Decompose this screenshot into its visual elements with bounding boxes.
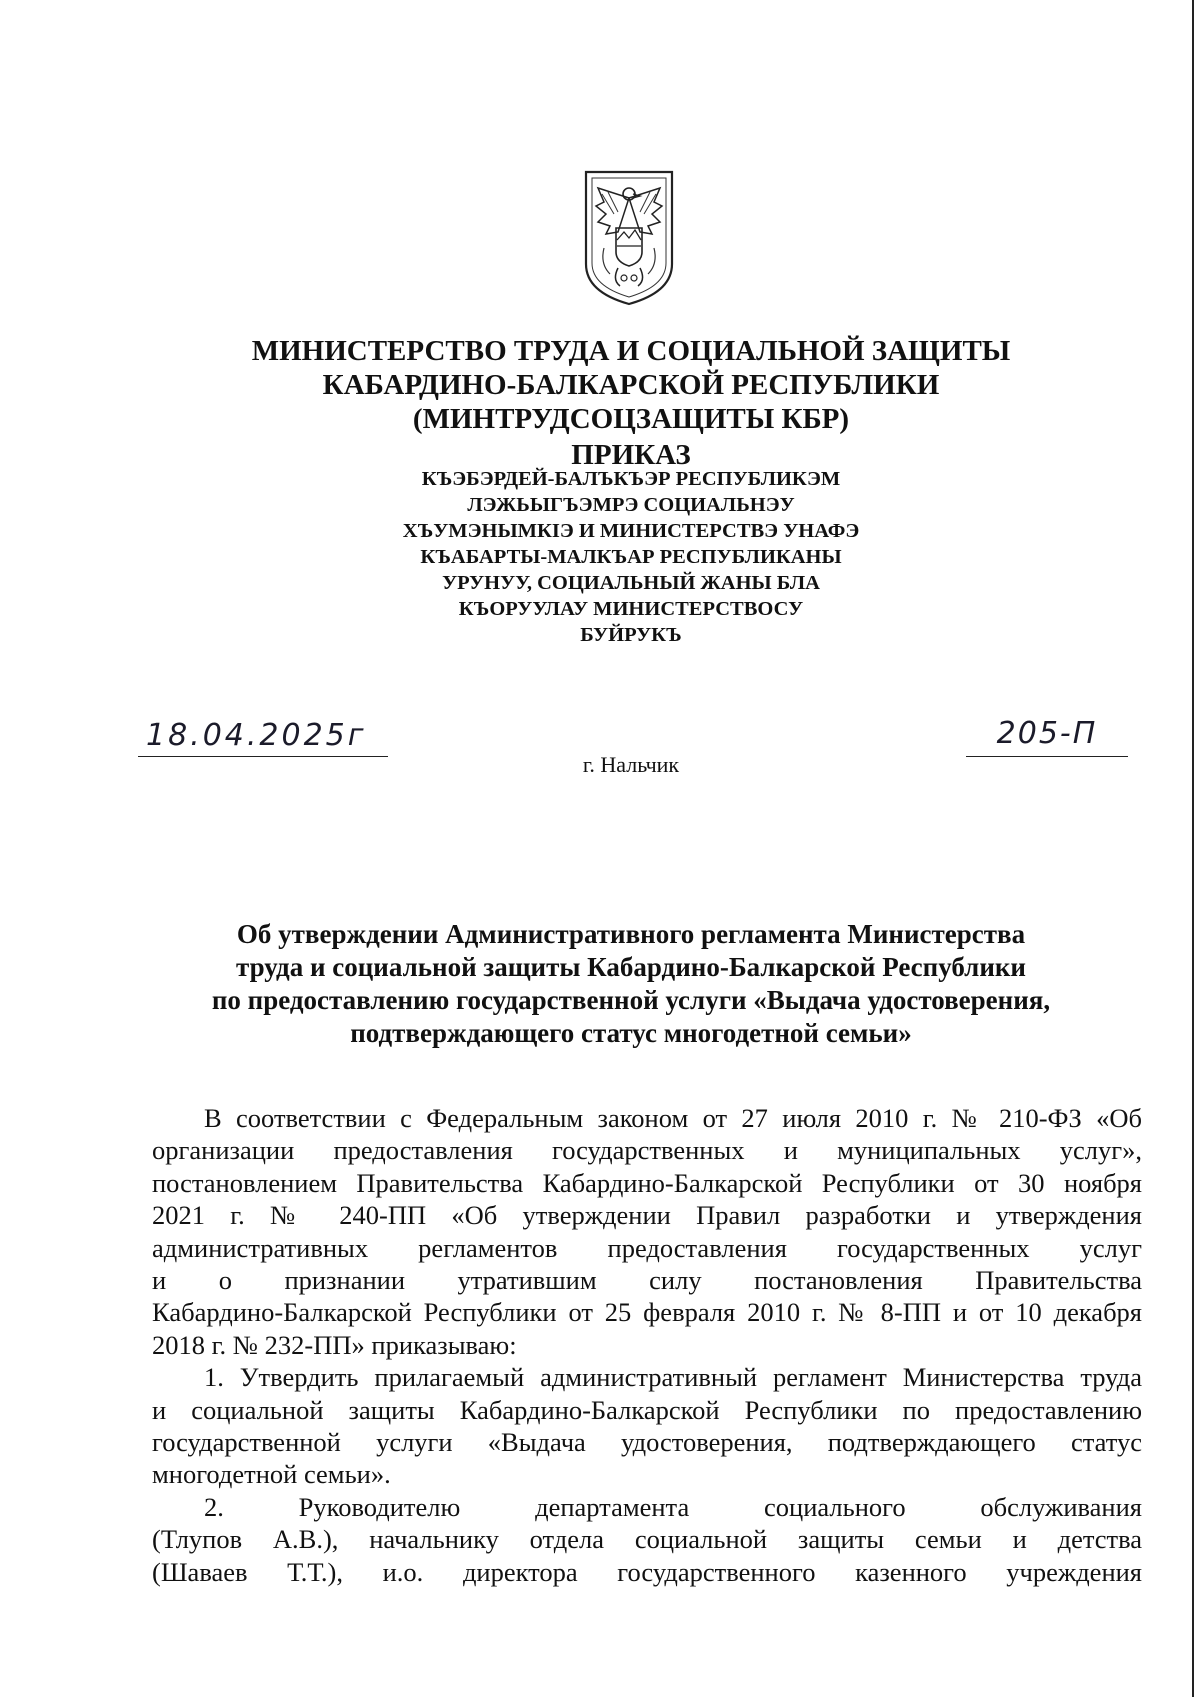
translation-line-4: КЪАБАРТЫ-МАЛКЪАР РЕСПУБЛИКАНЫ: [420, 546, 842, 568]
ministry-title: [0, 334, 1200, 436]
body-line-1: В соответствии с Федеральным законом от 27 июля 2010 г. № 210-ФЗ «Об: [204, 1103, 1142, 1133]
translation-line-7: БУЙРУКЪ: [580, 624, 682, 646]
issue-city: г. Нальчик: [582, 752, 680, 777]
translation-line-2: ЛЭЖЬЫГЪЭМРЭ СОЦИАЛЬНЭУ: [467, 494, 795, 516]
ministry-title-line-1: МИНИСТЕРСТВО ТРУДА И СОЦИАЛЬНОЙ ЗАЩИТЫ: [251, 335, 1011, 367]
translation-line-1: КЪЭБЭРДЕЙ-БАЛЪКЪЭР РЕСПУБЛИКЭМ: [421, 468, 841, 490]
coat-of-arms-emblem: [574, 168, 684, 308]
page-edge: [1192, 0, 1194, 1697]
body-line-4: 2021 г. № 240-ПП «Об утверждении Правил разработки и утверждения: [152, 1200, 1142, 1231]
body-line-7: Кабардино-Балкарской Республики от 25 февраля 2010 г. № 8-ПП и от 10 декабря: [152, 1297, 1142, 1328]
ministry-title-line-3: (МИНТРУДСОЦЗАЩИТЫ КБР): [412, 403, 850, 435]
body-line-3: постановлением Правительства Кабардино-Балкарской Республики от 30 ноября: [152, 1167, 1142, 1198]
body-line-9: 1. Утвердить прилагаемый административный регламент Министерства труда: [204, 1362, 1142, 1393]
order-body: [152, 1102, 1142, 1588]
body-line-13: 2. Руководителю департамента социального обслуживания: [204, 1491, 1142, 1522]
translation-line-6: КЪОРУУЛАУ МИНИСТЕРСТВОСУ: [458, 598, 804, 620]
order-date: 18.04.2025г: [138, 718, 388, 757]
body-line-6: и о признании утратившим силу постановления Правительства: [152, 1265, 1142, 1296]
ministry-title-translations: [0, 466, 1200, 648]
order-number: 205-П: [966, 716, 1128, 757]
body-line-11: государственной услуги «Выдача удостоверения, подтверждающего статус: [152, 1427, 1142, 1458]
ministry-title-line-2: КАБАРДИНО-БАЛКАРСКОЙ РЕСПУБЛИКИ: [322, 369, 940, 401]
body-line-2: организации предоставления государственных и муниципальных услуг»,: [152, 1135, 1142, 1166]
subject-line-2: труда и социальной защиты Кабардино-Балкарской Республики: [235, 952, 1026, 982]
body-line-14: (Тлупов А.В.), начальнику отдела социальной защиты семьи и детства: [152, 1524, 1142, 1555]
body-line-15: (Шаваев Т.Т.), и.о. директора государственного казенного учреждения: [152, 1556, 1142, 1587]
body-line-5: административных регламентов предоставления государственных услуг: [152, 1232, 1142, 1263]
body-line-10: и социальной защиты Кабардино-Балкарской Республики по предоставлению: [152, 1394, 1142, 1425]
subject-line-1: Об утверждении Административного регламента Министерства: [236, 919, 1026, 949]
document-type-heading: ПРИКАЗ: [571, 439, 691, 471]
translation-line-5: УРУНУУ, СОЦИАЛЬНЫЙ ЖАНЫ БЛА: [442, 572, 820, 594]
body-line-8: 2018 г. № 232-ПП» приказываю:: [152, 1329, 517, 1360]
subject-line-4: подтверждающего статус многодетной семьи»: [350, 1018, 912, 1048]
translation-line-3: ХЪУМЭНЫМКIЭ И МИНИСТЕРСТВЭ УНАФЭ: [402, 520, 860, 542]
body-line-12: многодетной семьи».: [152, 1459, 391, 1490]
order-subject: [100, 918, 1162, 1050]
subject-line-3: по предоставлению государственной услуги «Выдача удостоверения,: [211, 985, 1051, 1015]
